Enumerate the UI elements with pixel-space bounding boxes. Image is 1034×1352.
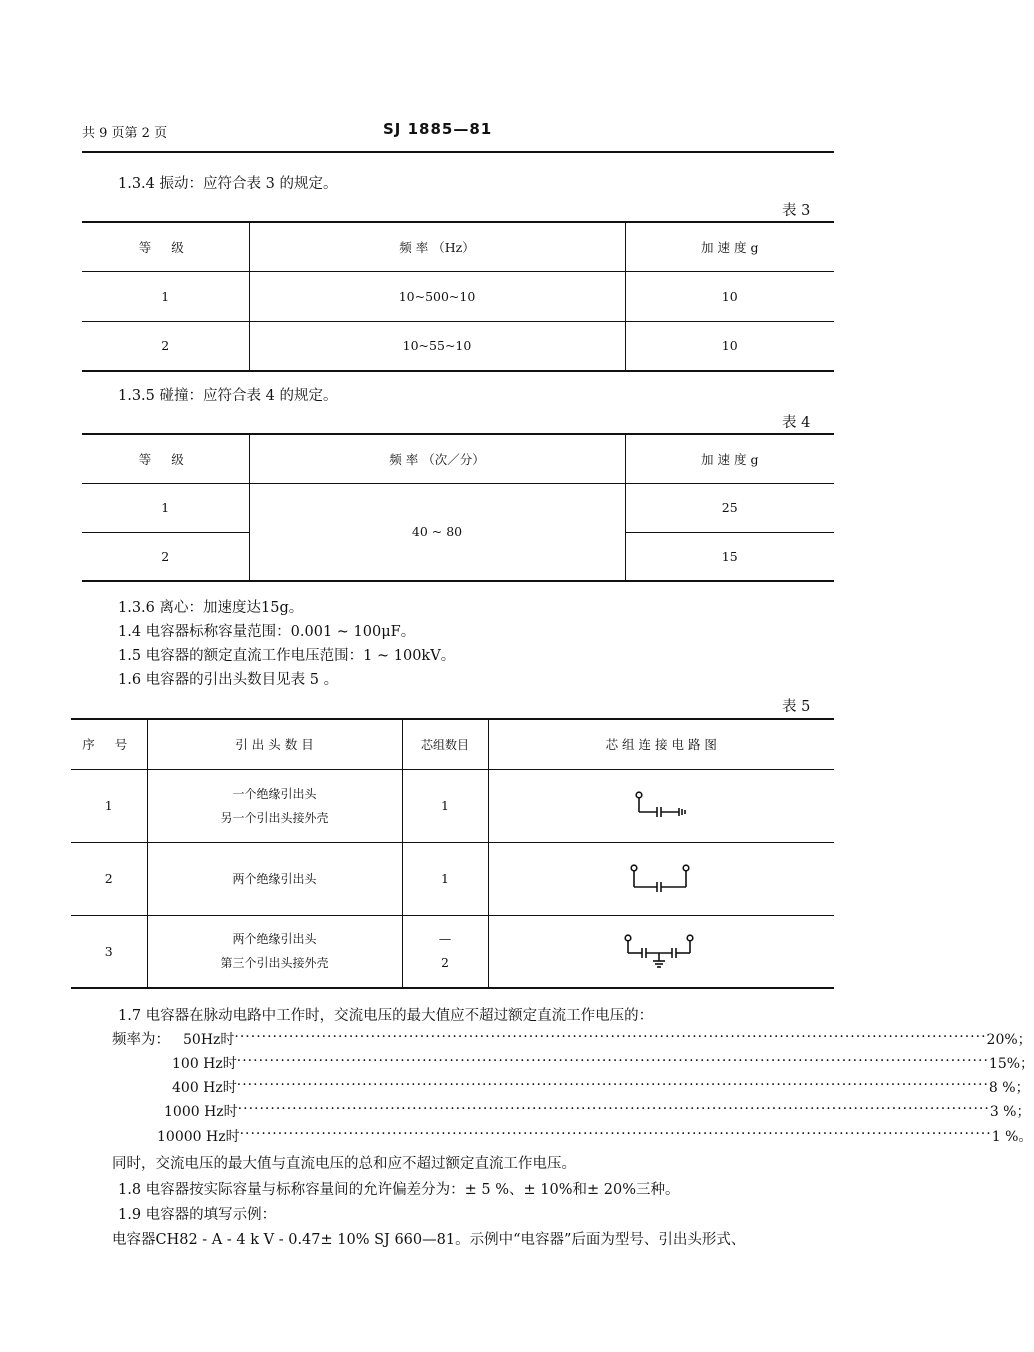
cores-dash: — (438, 931, 452, 947)
section-1-8: 1.8 电容器按实际容量与标称容量间的允许偏差分为：± 5 %、± 10%和± 20%三种。 (118, 1182, 680, 1198)
grade-cell: 2 (82, 321, 249, 371)
circuit-cell (488, 915, 834, 988)
header-cell: 频 率 （Hz） (249, 222, 625, 271)
freq-label: 400 Hz时 (172, 1080, 237, 1096)
header-cell: 序 号 (71, 719, 147, 769)
freq-item (172, 1053, 1034, 1073)
acc-cell: 25 (625, 483, 834, 532)
header-cell: 频 率 （次／分） (249, 434, 625, 483)
header-cell: 芯 组 连 接 电 路 图 (488, 719, 834, 769)
terminal-line: 两个绝缘引出头 (232, 872, 317, 886)
freq-label: 10000 Hz时 (157, 1129, 240, 1145)
grade-cell: 1 (82, 271, 249, 321)
table-header-row (82, 434, 834, 483)
freq-value: 15%； (988, 1056, 1034, 1072)
terminal-count-cell (147, 769, 402, 842)
header-cell: 芯组数目 (402, 719, 488, 769)
terminal-line: 两个绝缘引出头 (232, 932, 317, 947)
terminal-count-cell (147, 842, 402, 915)
table-4 (82, 433, 834, 582)
freq-label: 100 Hz时 (172, 1056, 237, 1072)
table-5 (71, 718, 834, 989)
freq-value: 8 %； (988, 1080, 1030, 1096)
circuit-cell (488, 769, 834, 842)
no-cell: 3 (71, 915, 147, 988)
cores-value: 2 (441, 955, 449, 971)
header-cell: 加 速 度 g (625, 434, 834, 483)
section-1-3-5: 1.3.5 碰撞：应符合表 4 的规定。 (118, 388, 338, 404)
section-1-3-6: 1.3.6 离心：加速度达15g。 (118, 600, 304, 616)
table-header-row (71, 719, 834, 769)
section-1-5: 1.5 电容器的额定直流工作电压范围：1 ~ 100kV。 (118, 648, 456, 664)
freq-cell: 10~500~10 (249, 271, 625, 321)
freq-prefix: 频率为： (112, 1032, 170, 1048)
circuit-diagram-3-icon (616, 929, 706, 973)
table-row (71, 915, 834, 988)
table-row (71, 769, 834, 842)
table-row (71, 842, 834, 915)
circuit-diagram-2-icon (616, 859, 706, 899)
freq-item (157, 1126, 1033, 1146)
header-cell: 引 出 头 数 目 (147, 719, 402, 769)
cores-cell: 1 (402, 769, 488, 842)
table5-caption: 表 5 (782, 699, 811, 715)
section-1-3-4: 1.3.4 振动：应符合表 3 的规定。 (118, 176, 338, 192)
table-row (82, 321, 834, 371)
section-1-4: 1.4 电容器标称容量范围：0.001 ~ 100μF。 (118, 624, 416, 640)
terminal-line: 另一个引出头接外壳 (220, 810, 329, 825)
header-cell: 等 级 (82, 222, 249, 271)
freq-cell: 10~55~10 (249, 321, 625, 371)
acc-cell: 10 (625, 321, 834, 371)
header-cell: 加 速 度 g (625, 222, 834, 271)
acc-cell: 10 (625, 271, 834, 321)
freq-label: 50Hz时 (183, 1032, 235, 1048)
table-row (82, 271, 834, 321)
header-cell: 等 级 (82, 434, 249, 483)
freq-item (172, 1077, 1030, 1097)
example-line: 电容器CH82 - A - 4 k V - 0.47± 10% SJ 660—81。示例中“电容器”后面为型号、引出头形式、 (112, 1232, 746, 1248)
no-cell: 2 (71, 842, 147, 915)
freq-label: 1000 Hz时 (164, 1104, 238, 1120)
terminal-line: 第三个引出头接外壳 (220, 956, 329, 971)
section-1-9: 1.9 电容器的填写示例： (118, 1207, 277, 1223)
cores-cell: 1 (402, 842, 488, 915)
no-cell: 1 (71, 769, 147, 842)
section-1-7-tail: 同时，交流电压的最大值与直流电压的总和应不超过额定直流工作电压。 (112, 1156, 576, 1172)
freq-item (183, 1029, 1032, 1049)
freq-value: 20%； (986, 1032, 1032, 1048)
freq-merged-cell: 40 ~ 80 (249, 483, 625, 581)
dot-leader: ·········································································································································· (234, 1029, 987, 1045)
circuit-diagram-1-icon (621, 786, 701, 826)
page-info: 共 9 页第 2 页 (82, 126, 168, 141)
terminal-line: 一个绝缘引出头 (232, 786, 317, 801)
section-1-6: 1.6 电容器的引出头数目见表 5 。 (118, 672, 339, 688)
header-rule (82, 151, 834, 153)
table-row (82, 483, 834, 532)
cores-cell (402, 915, 488, 988)
freq-value: 1 %。 (991, 1129, 1033, 1145)
table4-caption: 表 4 (782, 415, 811, 431)
freq-item (164, 1101, 1031, 1121)
table3-caption: 表 3 (782, 203, 811, 219)
grade-cell: 1 (82, 483, 249, 532)
acc-cell: 15 (625, 532, 834, 581)
dot-leader: ·········································································································································· (236, 1077, 989, 1093)
table-header-row (82, 222, 834, 271)
circuit-cell (488, 842, 834, 915)
terminal-count-cell (147, 915, 402, 988)
table-3 (82, 221, 834, 372)
grade-cell: 2 (82, 532, 249, 581)
section-1-7: 1.7 电容器在脉动电路中工作时，交流电压的最大值应不超过额定直流工作电压的： (118, 1008, 654, 1024)
dot-leader: ·········································································································································· (237, 1101, 990, 1117)
dot-leader: ·········································································································································· (239, 1126, 992, 1142)
standard-number: SJ 1885—81 (383, 120, 493, 138)
dot-leader: ·········································································································································· (236, 1053, 989, 1069)
freq-value: 3 %； (989, 1104, 1031, 1120)
